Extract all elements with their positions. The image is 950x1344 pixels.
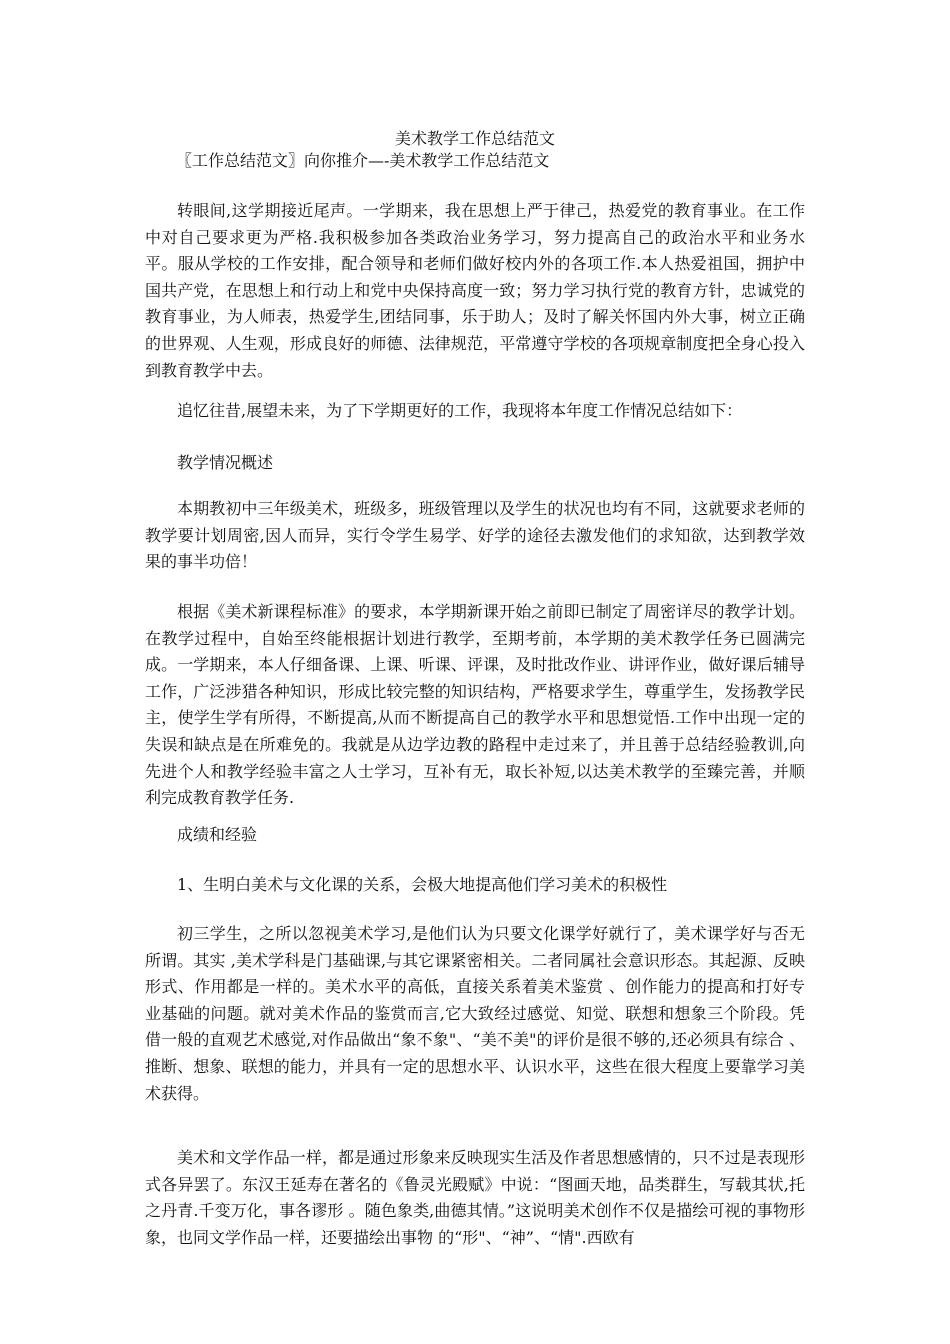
document-title: 美术教学工作总结范文: [394, 129, 555, 148]
paragraph-review: 追忆往昔,展望未来，为了下学期更好的工作，我现将本年度工作情况总结如下：: [177, 401, 743, 420]
paragraph-intro: 转眼间,这学期接近尾声。一学期来，我在思想上严于律己，热爱党的教育事业。在工作中对自己要求更为严格.我积极参加各类政治业务学习，努力提高自己的政治水平和业务水平。服从学校的工作安排，配合领导和老师们做好校内外的各项工作.本人热爱祖国，拥护中国共产党，在思想上和行动上和党中央保持高度一致；努力学习执行党的教育方针，忠诚党的教育事业，为人师表，热爱学生,团结同事，乐于助人；及时了解关怀国内外大事，树立正确的世界观、人生观，形成良好的师德、法律规范，平常遵守学校的各项规章制度把全身心投入到教育教学中去。: [145, 201, 805, 380]
section-heading-teaching-overview: 教学情况概述: [177, 453, 274, 472]
paragraph-art-and-culture: 初三学生，之所以忽视美术学习,是他们认为只要文化课学好就行了，美术课学好与否无所谓。其实 ,美术学科是门基础课,与其它课紧密相关。二者同属社会意识形态。其起源、反映形式、作用都是一样的。美术水平的高低，直接关系着美术鉴赏 、创作能力的提高和打好专业基础的问题。就对美术作品的鉴赏而言,它大致经过感觉、知觉、联想和想象三个阶段。凭借一般的直观艺术感觉,对作品做出“象不象"、“美不美"的评价是很不够的,还必须具有综合 、推断、想象、联想的能力，并具有一定的思想水平、认识水平，这些在很大程度上要靠学习美术获得。: [145, 924, 805, 1103]
paragraph-art-and-literature: 美术和文学作品一样，都是通过形象来反映现实生活及作者思想感情的，只不过是表现形式各异罢了。东汉王延寿在著名的《鲁灵光殿赋》中说：“图画天地，品类群生，写载其状,托之丹青.千变万化，事各谬形 。随色象类,曲德其情。”这说明美术创作不仅是描绘可视的事物形象，也同文学作品一样，还要描绘出事物 的“形"、“神”、“情".西欧有: [145, 1148, 805, 1247]
paragraph-curriculum: 根据《美术新课程标准》的要求，本学期新课开始之前即已制定了周密详尽的教学计划。在教学过程中，自始至终能根据计划进行教学，至期考前，本学期的美术教学任务已圆满完成。一学期来，本人仔细备课、上课、听课、评课，及时批改作业、讲评作业，做好课后辅导工作，广泛涉猎各种知识，形成比较完整的知识结构，严格要求学生，尊重学生，发扬教学民主，使学生学有所得，不断提高,从而不断提高自己的教学水平和思想觉悟.工作中出现一定的失误和缺点是在所难免的。我就是从边学边教的路程中走过来了，并且善于总结经验教训,向先进个人和教学经验丰富之人士学习，互补有无，取长补短,以达美术教学的至臻完善，并顺利完成教育教学任务.: [145, 602, 805, 808]
paragraph-teaching-overview: 本期教初中三年级美术，班级多，班级管理以及学生的状况也均有不同，这就要求老师的教学要计划周密,因人而异，实行令学生易学、好学的途径去激发他们的求知欲，达到教学效果的事半功倍！: [145, 499, 805, 572]
document-subtitle: 〖工作总结范文〗向你推介—-美术教学工作总结范文: [176, 151, 550, 170]
subsection-heading-1: 1、生明白美术与文化课的关系，会极大地提高他们学习美术的积极性: [177, 875, 668, 894]
section-heading-achievements: 成绩和经验: [177, 825, 258, 844]
